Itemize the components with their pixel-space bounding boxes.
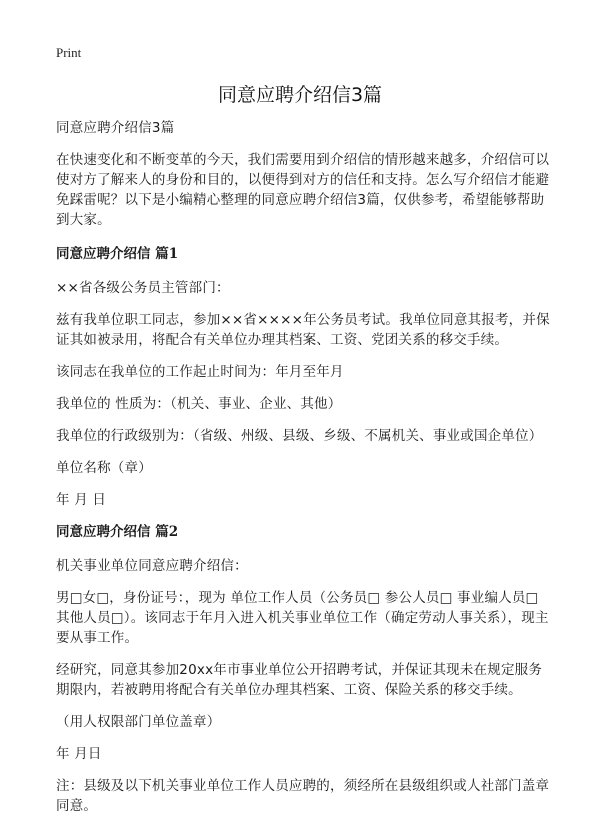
section-1-unit-name: 单位名称（章） (56, 460, 152, 476)
intro-paragraph: 在快速变化和不断变革的今天，我们需要用到介绍信的情形越来越多，介绍信可以使对方了解来人的身份和目的，以便得到对方的信任和支持。怎么写介绍信才能避免踩雷呢？以下是小编精心整理的同意应聘介绍信3篇，仅供参考，希望能够帮助到大家。 (56, 152, 550, 228)
section-2-salutation: 机关事业单位同意应聘介绍信： (56, 558, 248, 574)
section-2-heading: 同意应聘介绍信 篇2 (56, 524, 179, 540)
section-1-salutation: ××省各级公务员主管部门： (56, 280, 230, 296)
section-1-unit-nature: 我单位的 性质为：（机关、事业、企业、其他） (56, 396, 342, 412)
section-1 (56, 244, 552, 510)
page-title: 同意应聘介绍信3篇 (217, 84, 383, 106)
document-body (56, 118, 552, 828)
section-2-note: 注：县级及以下机关事业单位工作人员应聘的，须经所在县级组织或人社部门盖章同意。 (56, 778, 550, 814)
section-1-body: 兹有我单位职工同志，参加××省××××年公务员考试。我单位同意其报考，并保证其如被录用，将配合有关单位办理其档案、工资、党团关系的移交手续。 (56, 312, 550, 348)
section-2 (56, 522, 552, 816)
section-1-admin-level: 我单位的行政级别为：（省级、州级、县级、乡级、不属机关、事业或国企单位） (56, 428, 543, 444)
section-1-date: 年 月 日 (56, 492, 107, 508)
section-2-personal-info: 男□女□，身份证号：，现为 单位工作人员（公务员□ 参公人员□ 事业编人员□ 其他人员□）。该同志于年月入进入机关事业单位工作（确定劳动人事关系），现主要从事工作。 (56, 590, 549, 646)
section-2-stamp: （用人权限部门单位盖章） (56, 714, 221, 730)
section-2-approval: 经研究，同意其参加20xx年市事业单位公开招聘考试，并保证其现未在规定服务期限内，若被聘用将配合有关单位办理其档案、工资、保险关系的移交手续。 (56, 662, 543, 698)
section-1-work-period: 该同志在我单位的工作起止时间为：年月至年月 (56, 364, 344, 380)
print-link[interactable]: Print (56, 45, 82, 60)
section-2-date: 年 月日 (56, 746, 102, 762)
section-1-heading: 同意应聘介绍信 篇1 (56, 246, 179, 262)
document-subtitle: 同意应聘介绍信3篇 (56, 120, 175, 136)
